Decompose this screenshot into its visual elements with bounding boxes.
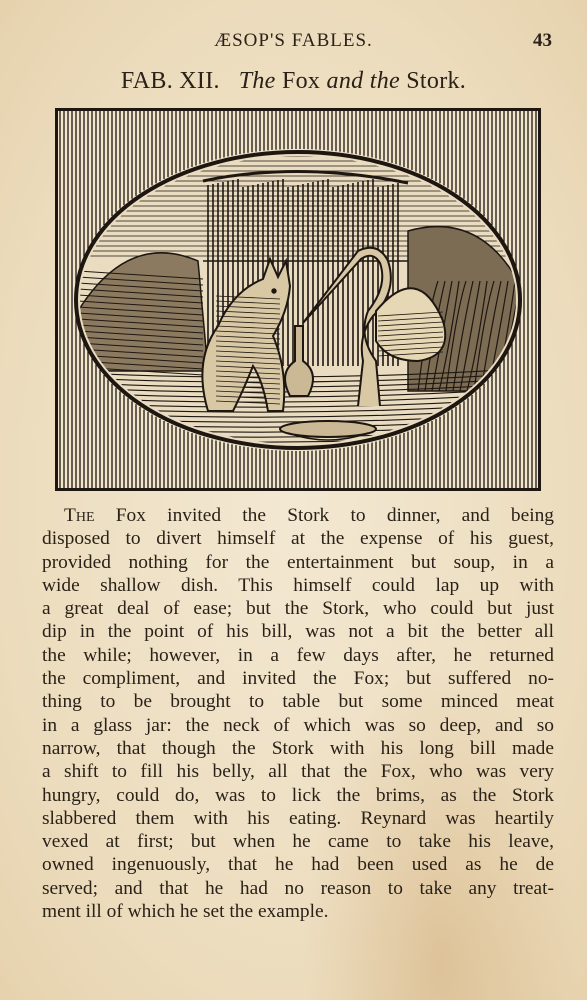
text-line: ment ill of which he set the example. <box>42 901 329 923</box>
text-line: slabbered them with his eating. Reynard was heartily <box>42 807 554 829</box>
title-word-the-2: the <box>369 68 400 94</box>
fable-text <box>42 504 554 923</box>
fable-heading <box>0 68 587 95</box>
text-line: a shift to fill his belly, all that the Fox, who was very <box>42 761 554 783</box>
page-number: 43 <box>533 30 552 51</box>
text-line: owned ingenuously, that he had been used as he de <box>42 854 554 876</box>
text-line: served; and that he had no reason to take any treat- <box>42 877 554 899</box>
drop-word: The <box>64 505 95 526</box>
text-line: in a glass jar: the neck of which was so deep, and so <box>42 714 554 736</box>
text-line <box>42 504 554 527</box>
text-line: narrow, that though the Stork with his long bill made <box>42 737 554 759</box>
text-line: hungry, could do, was to lick the brims, as the Stork <box>42 784 554 806</box>
text-line: a great deal of ease; but the Stork, who could but just <box>42 598 554 620</box>
woodcut-illustration <box>55 108 541 491</box>
running-head <box>0 30 587 56</box>
text-line: the compliment, and invited the Fox; but suffered no- <box>42 668 554 690</box>
title-word-and: and <box>326 68 364 94</box>
title-word-stork: Stork. <box>406 68 467 94</box>
text-line: dip in the point of his bill, was not a bit the better all <box>42 621 554 643</box>
text-line: provided nothing for the entertainment but soup, in a <box>42 551 554 573</box>
running-title: ÆSOP'S FABLES. <box>214 30 373 51</box>
text-line: the while; however, in a few days after, he returned <box>42 644 554 666</box>
text-line: wide shallow dish. This himself could lap up with <box>42 574 554 596</box>
text-line: disposed to divert himself at the expense of his guest, <box>42 528 554 550</box>
woodcut-fox-and-stork-icon <box>58 111 538 488</box>
title-word-fox: Fox <box>281 68 321 94</box>
title-word-the: The <box>238 68 276 94</box>
text-line: vexed at first; but when he came to take his leave, <box>42 831 554 853</box>
text-line-content: Fox invited the Stork to dinner, and being <box>94 505 554 526</box>
fable-number: FAB. XII. <box>120 68 220 94</box>
text-line: thing to be brought to table but some minced meat <box>42 691 554 713</box>
